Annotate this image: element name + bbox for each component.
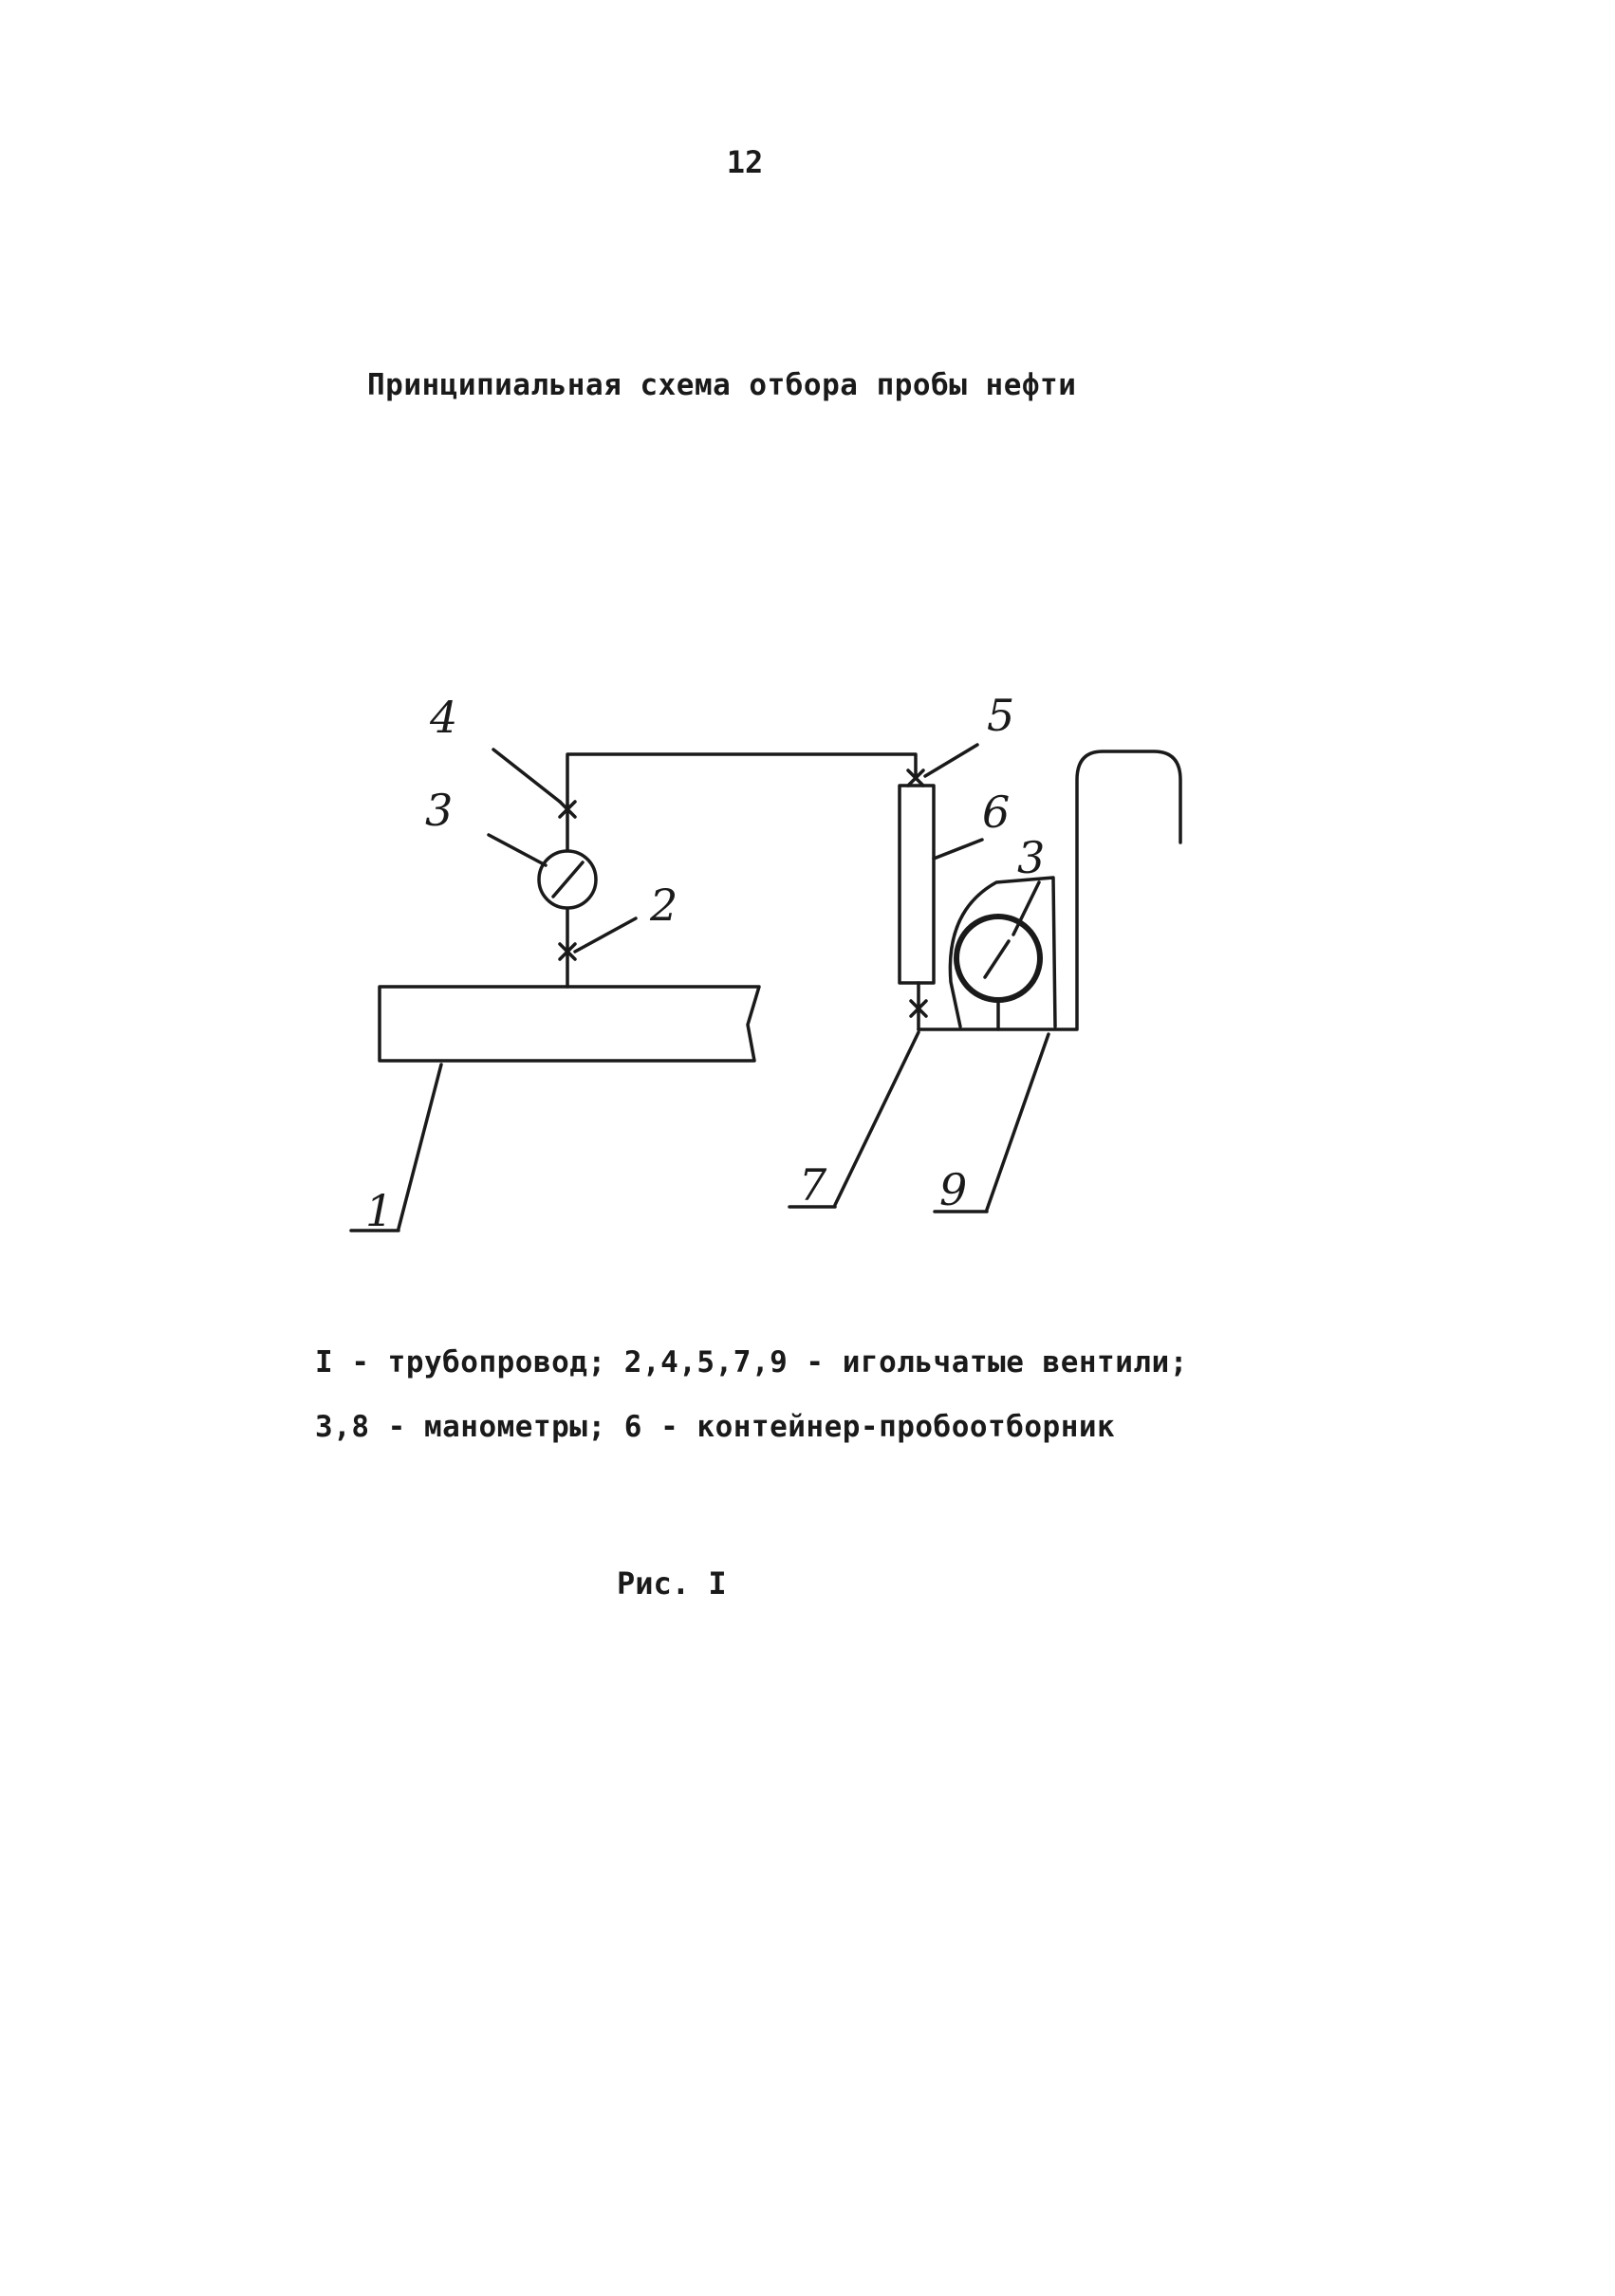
leader-3a bbox=[489, 835, 546, 865]
callout-5: 5 bbox=[987, 690, 1015, 741]
callout-4: 4 bbox=[430, 692, 458, 743]
leader-7 bbox=[835, 1032, 919, 1205]
sample-container bbox=[900, 786, 934, 983]
page-number: 12 bbox=[726, 144, 764, 180]
legend-line-2: 3,8 - манометры; 6 - контейнер-пробоотборник bbox=[315, 1410, 1116, 1444]
callout-9: 9 bbox=[939, 1164, 968, 1215]
callout-1: 1 bbox=[365, 1185, 394, 1236]
top-connection bbox=[567, 754, 916, 805]
callout-2: 2 bbox=[650, 880, 678, 931]
leader-1 bbox=[399, 1065, 441, 1229]
callout-7: 7 bbox=[799, 1159, 827, 1211]
callout-3-right: 3 bbox=[1017, 832, 1046, 883]
leader-2 bbox=[575, 918, 636, 952]
callout-3-left: 3 bbox=[425, 785, 454, 836]
housing bbox=[919, 751, 1180, 1029]
figure-title: Принципиальная схема отбора пробы нефти bbox=[367, 368, 1077, 402]
figure-caption: Рис. I bbox=[617, 1565, 727, 1602]
leader-9 bbox=[987, 1034, 1049, 1210]
pipeline bbox=[380, 987, 759, 1061]
leader-6 bbox=[934, 840, 982, 859]
leader-4 bbox=[493, 750, 560, 802]
callout-6: 6 bbox=[982, 787, 1011, 838]
leader-5 bbox=[925, 745, 977, 776]
manometer-right-needle bbox=[985, 941, 1009, 977]
legend-line-1: I - трубопровод; 2,4,5,7,9 - игольчатые вентили; bbox=[315, 1345, 1188, 1379]
